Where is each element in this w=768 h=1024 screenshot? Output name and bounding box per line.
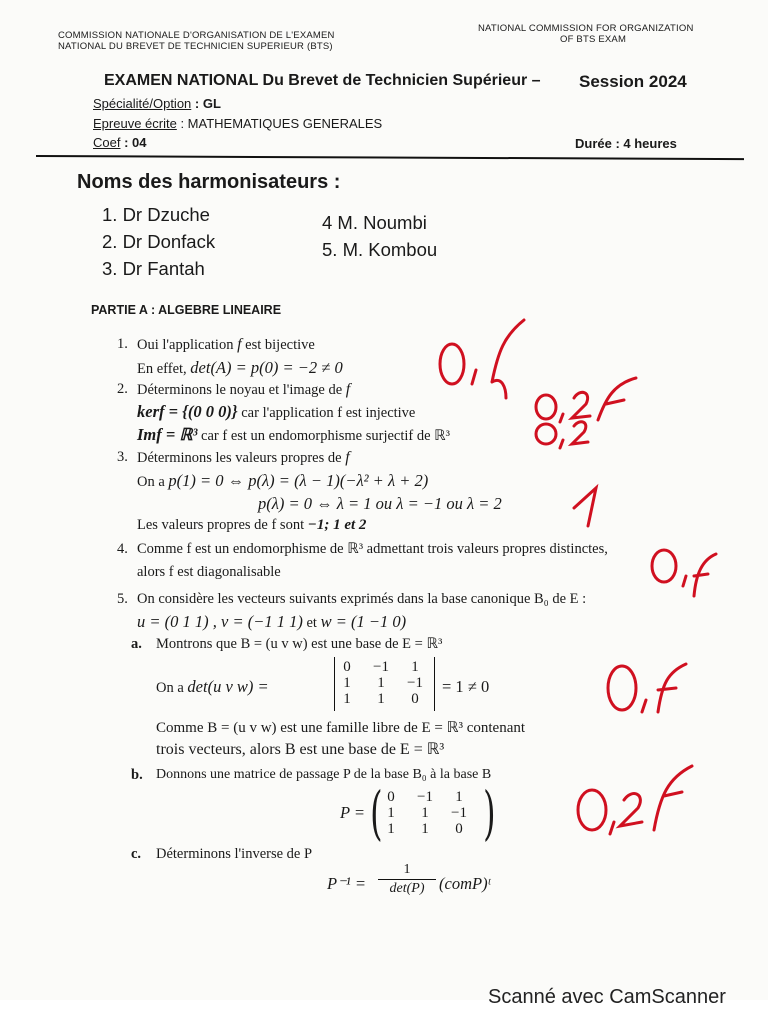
det-cell: −1 — [373, 659, 389, 675]
q5c-text: Déterminons l'inverse de P — [156, 846, 313, 862]
q3-line1-text: Déterminons les valeurs propres de — [137, 450, 346, 466]
q2-ker-math: kerf = {(0 0 0)} — [137, 402, 238, 421]
header-left-line1: COMMISSION NATIONALE D'ORGANISATION DE L'EXAMEN — [58, 30, 335, 41]
duree: Durée : 4 heures — [575, 136, 677, 151]
p-cell: 0 — [387, 789, 395, 805]
header-left-line2: NATIONAL DU BREVET DE TECHNICIEN SUPERIEUR (BTS) — [58, 41, 333, 52]
exam-session: Session 2024 — [579, 72, 687, 91]
q2-line1-text: Déterminons le noyau et l'image de — [137, 382, 346, 398]
det-cell: 0 — [343, 659, 351, 675]
q3-f: f — [345, 449, 350, 466]
p-cell: 1 — [387, 805, 395, 821]
header-right-line1: NATIONAL COMMISSION FOR ORGANIZATION — [478, 23, 694, 34]
pinv-denominator: det(P) — [389, 881, 425, 896]
q4-line2: alors f est diagonalisable — [137, 564, 281, 580]
p-cell: −1 — [451, 805, 467, 821]
q4-number: 4. — [117, 541, 128, 557]
harmonisateur-2: 2. Dr Donfack — [102, 231, 216, 252]
q3-number: 3. — [117, 449, 128, 465]
q2-ker-text: car l'application f est injective — [237, 405, 416, 421]
epreuve-value: : MATHEMATIQUES GENERALES — [176, 116, 383, 131]
epreuve-label: Epreuve écrite — [93, 116, 177, 131]
det-cell: 1 — [343, 691, 351, 707]
q5-line1: On considère les vecteurs suivants exprimés dans la base canonique B₀ de E : — [137, 591, 587, 607]
q5b-text: Donnons une matrice de passage P de la base B₀ à la base B — [156, 767, 492, 782]
q5-vector-w: w = (1 −1 0) — [320, 612, 407, 631]
q4-line1: Comme f est un endomorphisme de ℝ³ admettant trois valeurs propres distinctes, — [137, 541, 608, 557]
grade-strokes — [440, 320, 716, 834]
grade-q1-five — [492, 320, 524, 398]
q5-number: 5. — [117, 591, 128, 607]
harmonisateur-3: 3. Dr Fantah — [102, 258, 205, 279]
harmonisateur-5: 5. M. Kombou — [322, 239, 438, 260]
coef-value: : 04 — [120, 135, 147, 150]
q2-f: f — [345, 381, 351, 398]
camscanner-footer: Scanné avec CamScanner — [488, 986, 726, 1008]
q5a-text: Montrons que B = (u v w) est une base de E = ℝ³ — [156, 636, 443, 652]
header-right-line2: OF BTS EXAM — [560, 34, 627, 45]
q1-line1-text: Oui l'application — [137, 337, 238, 353]
q3-poly-math: p(1) = 0 ⇔ p(λ) = (λ − 1)(−λ² + λ + 2) — [168, 471, 429, 490]
p-cell: 0 — [455, 821, 463, 837]
p-paren-right: ) — [483, 779, 496, 847]
q5-vectors-et: et — [302, 615, 321, 631]
q2-number: 2. — [117, 381, 128, 397]
q3-eigenvalues: −1; 1 et 2 — [307, 517, 367, 533]
q2-im-math: Imf = ℝ³ — [137, 425, 198, 444]
q1-line1-end: est bijective — [241, 337, 315, 353]
det-cell: 1 — [343, 675, 351, 691]
q5b-label: b. — [131, 767, 143, 783]
p-cell: 1 — [387, 821, 395, 837]
q2-im-text: car f est un endomorphisme surjectif de ℝ³ — [197, 428, 451, 444]
p-cell: 1 — [421, 805, 429, 821]
det-cell: 1 — [377, 675, 385, 691]
q5a-comme-line1: Comme B = (u v w) est une famille libre de E = ℝ³ contenant — [156, 720, 526, 736]
p-paren-left: ( — [370, 779, 383, 847]
q3-line2-text: On a — [137, 474, 169, 490]
coef-label: Coef — [93, 135, 121, 150]
grade-q1-comma — [472, 370, 476, 384]
exam-title: EXAMEN NATIONAL Du Brevet de Technicien Supérieur – — [104, 72, 541, 89]
pinv-numerator: 1 — [403, 862, 411, 877]
q3-line4-text: Les valeurs propres de f sont — [137, 517, 308, 533]
q1-det-math: det(A) = p(0) = −2 ≠ 0 — [190, 358, 343, 377]
harmonisateur-4: 4 M. Noumbi — [322, 212, 427, 233]
specialite-value: : GL — [191, 96, 221, 111]
grade-q1-zero — [440, 344, 464, 384]
p-cell: −1 — [417, 789, 433, 805]
pinv-lhs: P⁻¹ = — [327, 874, 366, 893]
q5c-label: c. — [131, 846, 142, 862]
q1-line2-text: En effet, — [137, 361, 191, 377]
p-cell: 1 — [455, 789, 463, 805]
q5a-det-result: = 1 ≠ 0 — [442, 677, 490, 696]
q5-vectors-uv: u = (0 1 1) , v = (−1 1 1) — [137, 612, 303, 631]
q1-number: 1. — [117, 336, 128, 352]
det-cell: −1 — [407, 675, 423, 691]
p-lhs: P = — [340, 803, 366, 822]
specialite-label: Spécialité/Option — [93, 96, 192, 111]
q1-f: f — [237, 336, 242, 353]
det-cell: 1 — [377, 691, 385, 707]
q5a-label: a. — [131, 636, 142, 652]
det-cell: 1 — [411, 659, 419, 675]
q5a-det-math: det(u v w) = — [187, 677, 269, 696]
harmonisateur-1: 1. Dr Dzuche — [102, 204, 210, 225]
det-cell: 0 — [411, 691, 419, 707]
q3-roots-math: p(λ) = 0 ⇔ λ = 1 ou λ = −1 ou λ = 2 — [258, 494, 502, 513]
pinv-rhs: (comP)ᵗ — [439, 874, 491, 893]
p-cell: 1 — [421, 821, 429, 837]
q5a-det-prefix: On a — [156, 680, 188, 696]
q5a-comme-line2: trois vecteurs, alors B est une base de E = ℝ³ — [156, 741, 445, 758]
partie-a-heading: PARTIE A : ALGEBRE LINEAIRE — [91, 303, 282, 317]
harmonisateurs-heading: Noms des harmonisateurs : — [77, 171, 341, 193]
